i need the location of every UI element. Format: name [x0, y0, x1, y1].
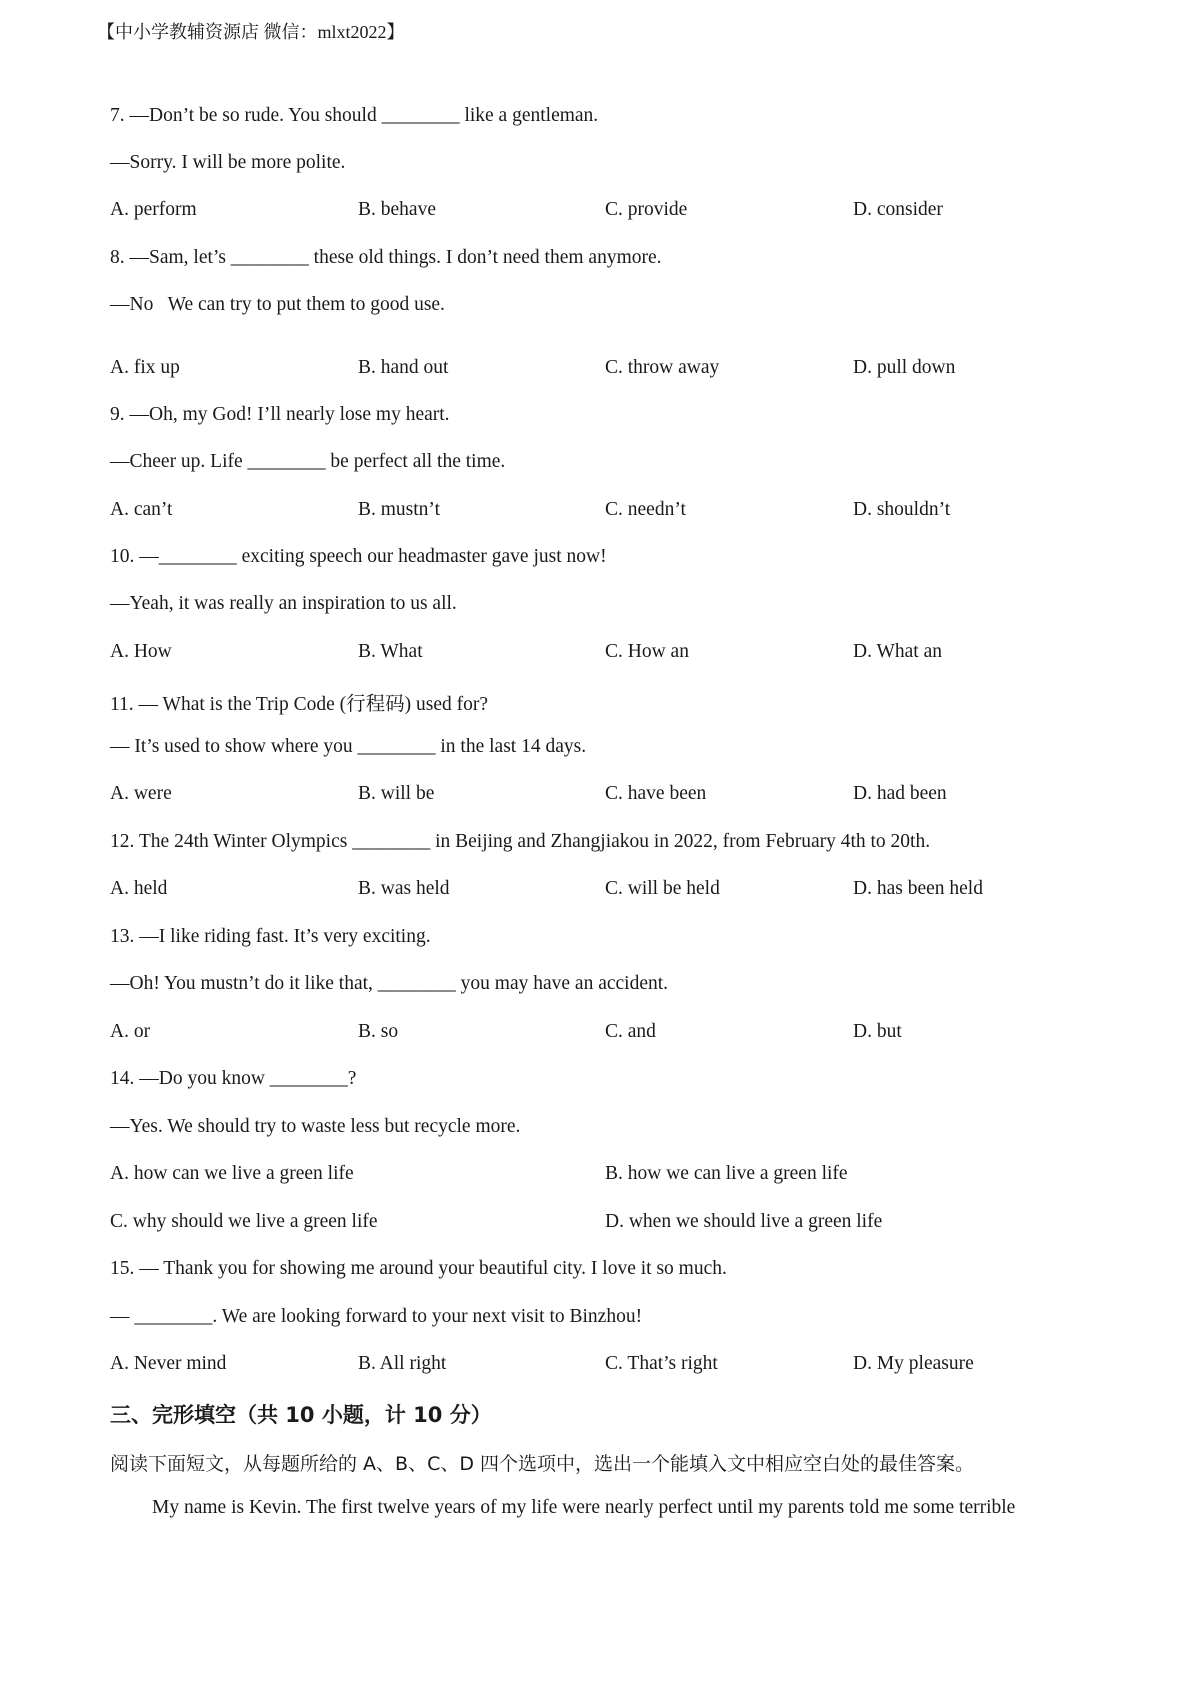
question-8-line-2: —No We can try to put them to good use. — [110, 294, 445, 315]
option-b: B. so — [358, 1021, 399, 1042]
question-14-line-1: 14. —Do you know ________? — [110, 1068, 357, 1089]
question-8-line-1: 8. —Sam, let’s ________ these old things. I don’t need them anymore. — [110, 247, 662, 268]
page-header: 【中小学教辅资源店 微信：mlxt2022】 — [97, 22, 405, 42]
question-15-line-1: 15. — Thank you for showing me around your beautiful city. I love it so much. — [110, 1258, 727, 1279]
option-d: D. consider — [853, 199, 943, 220]
question-13-line-1: 13. —I like riding fast. It’s very exciting. — [110, 926, 431, 947]
question-14-line-2: —Yes. We should try to waste less but recycle more. — [110, 1116, 521, 1137]
option-d: D. What an — [853, 641, 942, 662]
option-d: D. shouldn’t — [853, 499, 951, 520]
option-a: A. fix up — [110, 357, 180, 378]
option-d: D. pull down — [853, 357, 956, 378]
question-15-line-2: — ________. We are looking forward to your next visit to Binzhou! — [110, 1306, 643, 1327]
option-a: A. How — [110, 641, 172, 662]
option-a: A. can’t — [110, 499, 173, 520]
option-c: C. will be held — [605, 878, 720, 899]
option-a: A. how can we live a green life — [110, 1163, 354, 1184]
option-c: C. have been — [605, 783, 707, 804]
option-d: D. has been held — [853, 878, 983, 899]
option-c: C. How an — [605, 641, 689, 662]
option-a: A. perform — [110, 199, 197, 220]
option-b: B. All right — [358, 1353, 447, 1374]
option-c: C. provide — [605, 199, 688, 220]
question-13-line-2: —Oh! You mustn’t do it like that, ________ you may have an accident. — [110, 973, 669, 994]
option-b: B. What — [358, 641, 423, 662]
option-d: D. My pleasure — [853, 1353, 974, 1374]
option-c: C. why should we live a green life — [110, 1211, 378, 1232]
option-a: A. or — [110, 1021, 151, 1042]
section-heading: 三、完形填空（共 10 小题，计 10 分） — [110, 1403, 492, 1427]
option-a: A. held — [110, 878, 168, 899]
option-c: C. throw away — [605, 357, 720, 378]
option-b: B. behave — [358, 199, 436, 220]
option-d: D. had been — [853, 783, 947, 804]
option-b: B. will be — [358, 783, 435, 804]
question-7-line-1: 7. —Don’t be so rude. You should ________ like a gentleman. — [110, 105, 599, 126]
option-b: B. hand out — [358, 357, 449, 378]
question-11-line-1: 11. — What is the Trip Code (行程码) used for? — [110, 694, 489, 715]
question-10-line-2: —Yeah, it was really an inspiration to us all. — [110, 593, 457, 614]
option-c: C. That’s right — [605, 1353, 718, 1374]
option-b: B. how we can live a green life — [605, 1163, 848, 1184]
option-a: A. were — [110, 783, 172, 804]
option-c: C. needn’t — [605, 499, 686, 520]
option-c: C. and — [605, 1021, 656, 1042]
question-12-line-1: 12. The 24th Winter Olympics ________ in Beijing and Zhangjiakou in 2022, from February 4th to 20th. — [110, 831, 931, 852]
passage-paragraph: My name is Kevin. The first twelve years of my life were nearly perfect until my parents told me some terrible — [152, 1497, 1016, 1518]
question-9-line-2: —Cheer up. Life ________ be perfect all the time. — [110, 451, 506, 472]
question-9-line-1: 9. —Oh, my God! I’ll nearly lose my heart. — [110, 404, 450, 425]
question-11-line-2: — It’s used to show where you ________ in the last 14 days. — [110, 736, 587, 757]
option-d: D. when we should live a green life — [605, 1211, 883, 1232]
question-10-line-1: 10. —________ exciting speech our headmaster gave just now! — [110, 546, 607, 567]
option-a: A. Never mind — [110, 1353, 227, 1374]
option-b: B. was held — [358, 878, 450, 899]
question-7-line-2: —Sorry. I will be more polite. — [110, 152, 346, 173]
option-d: D. but — [853, 1021, 902, 1042]
section-instruction: 阅读下面短文，从每题所给的 A、B、C、D 四个选项中，选出一个能填入文中相应空白处的最佳答案。 — [110, 1453, 975, 1475]
option-b: B. mustn’t — [358, 499, 440, 520]
